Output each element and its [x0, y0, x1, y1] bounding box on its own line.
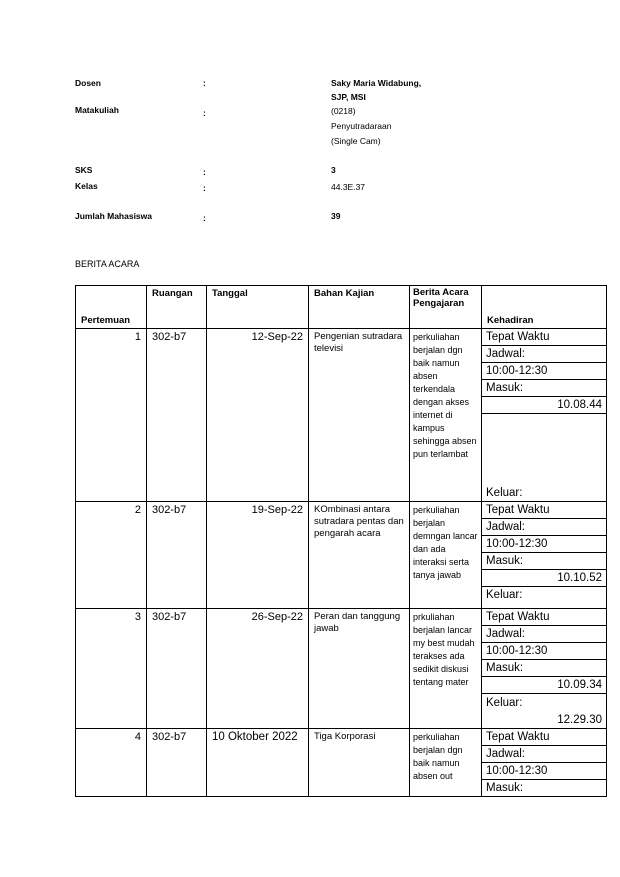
row-berita: perkuliahan berjalan dgn baik namun absen terkendala dengan akses internet di kampus sehingga absen pun terlambat [410, 329, 482, 502]
header-tanggal: Tanggal [207, 286, 309, 329]
table-row [76, 502, 607, 609]
row-pertemuan: 4 [76, 729, 147, 797]
row-bahan: KOmbinasi antara sutradara pentas dan pengarah acara [309, 502, 410, 609]
row-berita: perkuliahan berjalan dgn baik namun absen out [410, 729, 482, 797]
matakuliah-value-1: (0218) [331, 106, 356, 116]
sks-colon: : [203, 167, 206, 177]
row-tanggal: 12-Sep-22 [207, 329, 309, 502]
row-pertemuan: 3 [76, 609, 147, 729]
keluar-value: 12.29.30 [557, 714, 602, 726]
row-tanggal: 26-Sep-22 [207, 609, 309, 729]
header-berita: Berita Acara Pengajaran [410, 286, 482, 329]
row-tanggal: 19-Sep-22 [207, 502, 309, 609]
keluar-label: Keluar: [486, 697, 523, 709]
dosen-colon: : [203, 78, 206, 88]
section-title: BERITA ACARA [75, 259, 140, 269]
masuk-label: Masuk: [486, 782, 524, 794]
header-bahan: Bahan Kajian [309, 286, 410, 329]
sks-value: 3 [331, 165, 336, 175]
table-row [76, 729, 607, 797]
dosen-value-1: Saky Maria Widabung, [331, 78, 422, 88]
masuk-value: 10.08.44 [557, 399, 602, 411]
jadwal-label: Jadwal: [482, 346, 606, 363]
jumlah-value: 39 [331, 211, 341, 221]
tepat-waktu-label: Tepat Waktu [482, 329, 606, 346]
row-kehadiran [482, 729, 607, 797]
row-kehadiran [482, 502, 607, 609]
matakuliah-value-3: (Single Cam) [331, 136, 381, 146]
masuk-value: 10.09.34 [482, 677, 606, 694]
jadwal-label: Jadwal: [482, 746, 606, 763]
kelas-label: Kelas [75, 181, 98, 191]
jadwal-value: 10:00-12:30 [482, 536, 606, 553]
masuk-label: Masuk: [482, 660, 606, 677]
dosen-value-2: SJP, MSI [331, 92, 366, 102]
jadwal-value: 10:00-12:30 [482, 363, 606, 380]
kelas-value: 44.3E.37 [331, 182, 366, 192]
header-pertemuan: Pertemuan [76, 286, 147, 329]
tepat-waktu-label: Tepat Waktu [482, 609, 606, 626]
jumlah-colon: : [203, 213, 206, 223]
row-bahan: Tiga Korporasi [309, 729, 410, 797]
masuk-value: 10.10.52 [482, 570, 606, 587]
header-kehadiran: Kehadiran [482, 286, 607, 329]
row-kehadiran [482, 609, 607, 729]
row-ruangan: 302-b7 [147, 729, 207, 797]
sks-label: SKS [75, 165, 93, 175]
kelas-colon: : [203, 183, 206, 193]
row-ruangan: 302-b7 [147, 329, 207, 502]
jadwal-label: Jadwal: [482, 519, 606, 536]
keluar-label: Keluar: [486, 589, 523, 601]
tepat-waktu-label: Tepat Waktu [482, 502, 606, 519]
matakuliah-value-2: Penyutradaraan [331, 121, 392, 131]
table-header-row [76, 286, 607, 329]
table-row [76, 329, 607, 502]
row-berita: prkuliahan berjalan lancar my best mudah terakses ada sedikit diskusi tentang mater [410, 609, 482, 729]
row-berita: perkuliahan berjalan demngan lancar dan ada interaksi serta tanya jawab [410, 502, 482, 609]
masuk-label: Masuk: [482, 553, 606, 570]
matakuliah-colon: : [203, 108, 206, 118]
row-kehadiran [482, 329, 607, 502]
dosen-label: Dosen [75, 78, 101, 88]
table-row [76, 609, 607, 729]
row-ruangan: 302-b7 [147, 609, 207, 729]
jadwal-label: Jadwal: [482, 626, 606, 643]
row-bahan: Pengenian sutradara televisi [309, 329, 410, 502]
header-ruangan: Ruangan [147, 286, 207, 329]
masuk-label: Masuk: [482, 380, 606, 397]
jadwal-value: 10:00-12:30 [482, 643, 606, 660]
tepat-waktu-label: Tepat Waktu [482, 729, 606, 746]
keluar-label: Keluar: [486, 487, 523, 499]
berita-acara-table [75, 285, 607, 797]
row-ruangan: 302-b7 [147, 502, 207, 609]
jadwal-value: 10:00-12:30 [482, 763, 606, 780]
jumlah-label: Jumlah Mahasiswa [75, 211, 153, 221]
row-pertemuan: 2 [76, 502, 147, 609]
row-bahan: Peran dan tanggung jawab [309, 609, 410, 729]
row-pertemuan: 1 [76, 329, 147, 502]
row-tanggal: 10 Oktober 2022 [207, 729, 309, 797]
matakuliah-label: Matakuliah [75, 105, 119, 115]
